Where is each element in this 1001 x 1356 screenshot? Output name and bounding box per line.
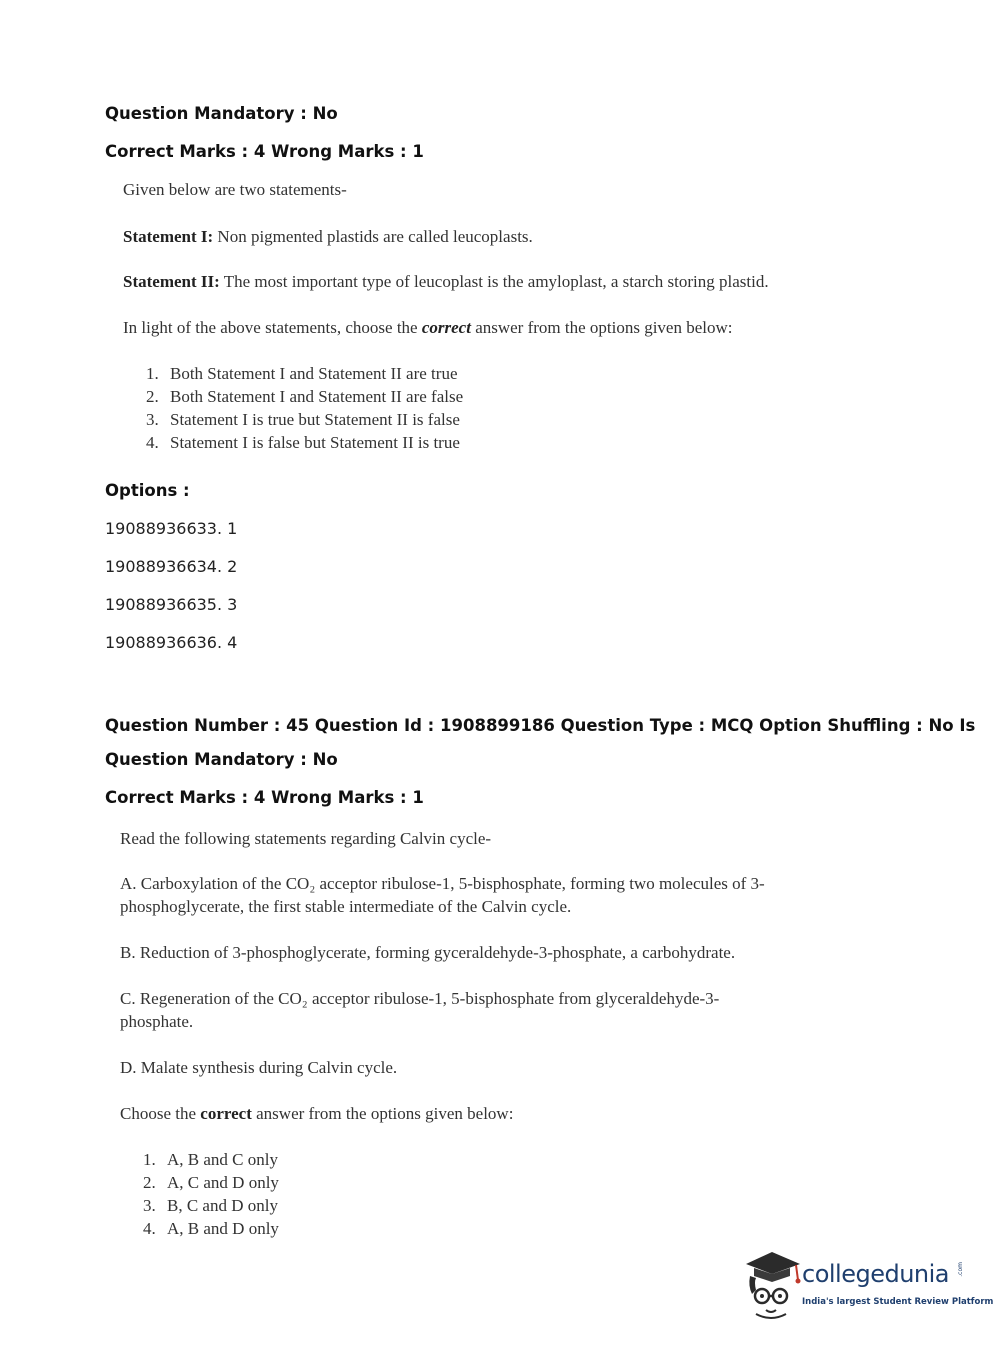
statement-c-line: phosphate. xyxy=(120,1012,194,1031)
statement-c-line: C. Regeneration of the CO₂ acceptor ribulose-1, 5-bisphosphate from glyceraldehyde-3- xyxy=(120,989,720,1008)
statement-1-text: Non pigmented plastids are called leucoplasts. xyxy=(213,227,533,246)
question-header: Question Number : 45 Question Id : 1908899186 Question Type : MCQ Option Shuffling : No Is xyxy=(105,716,976,735)
choice-text: B, C and D only xyxy=(167,1196,278,1215)
choice-text: Both Statement I and Statement II are false xyxy=(170,387,464,406)
prompt-part: answer from the options given below: xyxy=(470,318,733,337)
statement-2-label: Statement II: xyxy=(123,272,220,291)
choice-text: Both Statement I and Statement II are true xyxy=(170,364,458,383)
choice-item xyxy=(146,433,460,453)
choice-item xyxy=(146,410,460,430)
option-id: 19088936635. 3 xyxy=(105,595,238,614)
prompt-part: Choose the xyxy=(120,1104,201,1123)
choice-number: 2. xyxy=(143,1173,156,1192)
choice-text: A, B and C only xyxy=(167,1150,278,1169)
option-id: 19088936634. 2 xyxy=(105,557,238,576)
choice-number: 4. xyxy=(143,1219,156,1238)
choice-item xyxy=(146,387,463,407)
choice-number: 3. xyxy=(143,1196,156,1215)
choice-text: Statement I is false but Statement II is true xyxy=(170,433,460,452)
question-marks: Correct Marks : 4 Wrong Marks : 1 xyxy=(105,788,424,807)
choice-text: A, B and D only xyxy=(167,1219,279,1238)
question-prompt xyxy=(120,1104,513,1124)
statement-a-line: phosphoglycerate, the first stable intermediate of the Calvin cycle. xyxy=(120,897,572,916)
choice-item xyxy=(143,1150,278,1170)
choice-number: 1. xyxy=(143,1150,156,1169)
logo-wordmark: collegedunia xyxy=(802,1260,950,1288)
statement-2-text: The most important type of leucoplast is the amyloplast, a starch storing plastid. xyxy=(219,272,769,291)
choice-number: 2. xyxy=(146,387,159,406)
prompt-emphasis: correct xyxy=(200,1104,252,1123)
prompt-part: In light of the above statements, choose the xyxy=(123,318,422,337)
question-prompt xyxy=(123,318,733,338)
question-marks: Correct Marks : 4 Wrong Marks : 1 xyxy=(105,142,424,161)
choice-number: 3. xyxy=(146,410,159,429)
choice-text: A, C and D only xyxy=(167,1173,279,1192)
statement-a-line: A. Carboxylation of the CO₂ acceptor ribulose-1, 5-bisphosphate, forming two molecules of 3- xyxy=(120,874,765,893)
question-intro: Given below are two statements- xyxy=(123,180,347,199)
statement-b: B. Reduction of 3-phosphoglycerate, forming gyceraldehyde-3-phosphate, a carbohydrate. xyxy=(120,943,736,962)
statement-2 xyxy=(123,272,769,292)
question-mandatory: Question Mandatory : No xyxy=(105,104,338,123)
logo-tagline: India's largest Student Review Platform xyxy=(802,1297,994,1307)
question-intro: Read the following statements regarding Calvin cycle- xyxy=(120,829,492,848)
option-id: 19088936636. 4 xyxy=(105,633,238,652)
statement-d: D. Malate synthesis during Calvin cycle. xyxy=(120,1058,398,1077)
choice-item xyxy=(143,1196,278,1216)
choice-item xyxy=(146,364,458,384)
choice-text: Statement I is true but Statement II is false xyxy=(170,410,460,429)
prompt-part: answer from the options given below: xyxy=(251,1104,514,1123)
question-mandatory: Question Mandatory : No xyxy=(105,750,338,769)
student-mascot-icon xyxy=(742,1250,804,1322)
option-id: 19088936633. 1 xyxy=(105,519,238,538)
choice-number: 1. xyxy=(146,364,159,383)
collegedunia-logo xyxy=(742,1250,994,1322)
options-heading: Options : xyxy=(105,481,190,500)
prompt-emphasis: correct xyxy=(421,318,471,337)
statement-1 xyxy=(123,227,533,247)
choice-item xyxy=(143,1219,279,1239)
choice-number: 4. xyxy=(146,433,159,452)
choice-item xyxy=(143,1173,279,1193)
logo-suffix: .com xyxy=(957,1262,964,1277)
statement-1-label: Statement I: xyxy=(123,227,214,246)
